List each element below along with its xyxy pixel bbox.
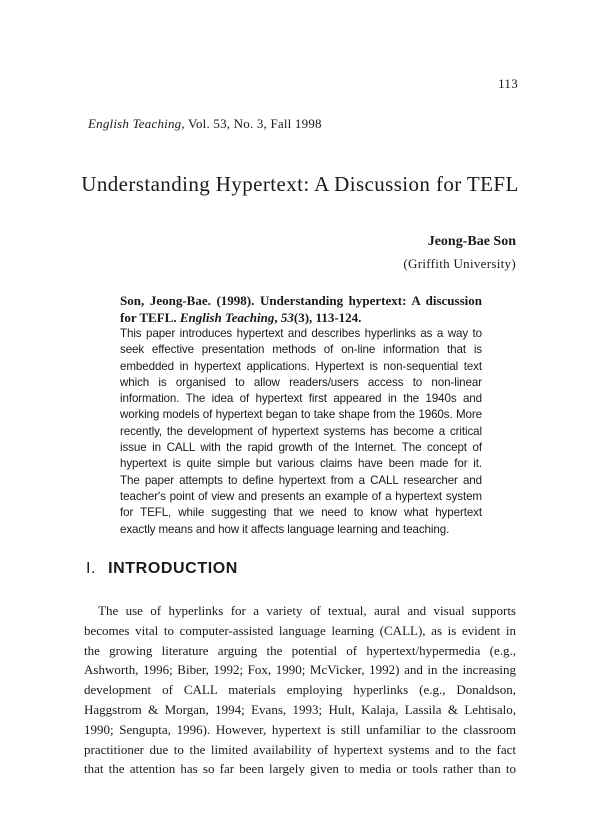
body-line: that the attention has so far been largely given to media or tools rather than to	[84, 761, 516, 777]
citation-volume: 53	[280, 310, 294, 325]
abstract-line: embedded in hypertext applications. Hypertext is non-sequential text	[120, 359, 482, 373]
body-line: The use of hyperlinks for a variety of textual, aural and visual supports	[98, 603, 516, 618]
abstract-line: issue in CALL with the rapid growth of the Internet. The concept of	[120, 441, 482, 455]
article-title: Understanding Hypertext: A Discussion for TEFL	[81, 172, 519, 196]
abstract-line: The paper attempts to define hypertext from a CALL researcher and	[120, 473, 482, 487]
section-heading	[86, 560, 238, 578]
body-line: the growing literature arguing the potential of hypertext/hypermedia (e.g.,	[84, 642, 516, 658]
author-name: Jeong-Bae Son	[427, 234, 516, 249]
abstract-line: exactly means and how it affects language learning and teaching.	[120, 522, 450, 536]
body-line: development of CALL materials employing hyperlinks (e.g., Donaldson,	[84, 682, 516, 698]
section-number: I.	[86, 560, 97, 577]
body-paragraph	[84, 601, 516, 779]
journal-name: English Teaching	[88, 116, 182, 131]
journal-header	[88, 116, 322, 132]
journal-details: , Vol. 53, No. 3, Fall 1998	[181, 116, 322, 131]
body-line: becomes vital to computer-assisted language learning (CALL), as is evident in	[84, 622, 516, 638]
body-line: practitioner due to the limited availability of hypertext systems and to the fact	[84, 741, 516, 757]
abstract-line: seek effective presentation methods of on-line information that is	[120, 343, 482, 357]
author-affiliation: (Griffith University)	[403, 256, 516, 271]
abstract-line: for TEFL, while suggesting that we need to know what hypertext	[120, 506, 482, 520]
body-line: 1990; Sengupta, 1996). However, hypertext is still unfamiliar to the classroom	[84, 721, 516, 737]
citation: Son, Jeong-Bae. (1998). Understanding hypertext: A discussion for TEFL. English Teaching, 53(3), 113-124.	[120, 293, 482, 325]
abstract	[120, 326, 482, 538]
citation-prefix: Son, Jeong-Bae. (1998). Understanding hypertext: A discussion for TEFL.	[120, 293, 482, 325]
section-title: INTRODUCTION	[108, 560, 238, 577]
body-line: Haggstrom & Morgan, 1994; Evans, 1993; Hult, Kalaja, Lassila & Lehtisalo,	[84, 701, 516, 717]
abstract-line: which is organised to allow readers/users access to non-linear	[120, 375, 482, 389]
page-number: 113	[498, 76, 518, 91]
abstract-line: recently, the development of hypertext systems has become a critical	[120, 424, 482, 438]
abstract-line: information. The idea of hypertext first appeared in the 1940s and	[120, 392, 482, 406]
abstract-line: This paper introduces hypertext and describes hyperlinks as a way to	[120, 327, 482, 340]
citation-journal: English Teaching	[179, 310, 275, 325]
abstract-line: working models of hypertext began to take shape from the 1960s. More	[120, 408, 482, 422]
body-line: Ashworth, 1996; Biber, 1992; Fox, 1990; McVicker, 1992) and in the increasing	[84, 662, 516, 678]
citation-issue-pages: (3), 113-124.	[293, 310, 362, 325]
abstract-line: teacher's point of view and presents an example of a hypertext system	[120, 489, 482, 503]
abstract-line: hypertext is quite simple but various claims have been made for it.	[120, 457, 482, 471]
